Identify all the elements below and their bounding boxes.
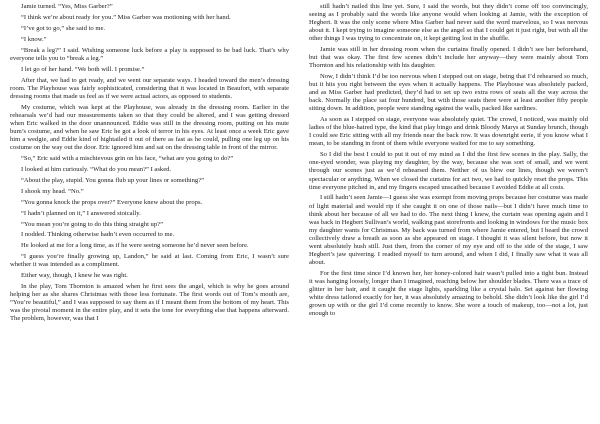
- paragraph: still hadn’t nailed this line yet. Sure, I said the words, but they didn’t come off too convincingly, seeing as I probably said the words like anyone would when looking at Jamie, with the exception of Hegbert. It was the only scene where Miss Garber had never said the word marvelous, so I was nervous about it. I kept trying to imagine someone else as the angel so that I could get it just right, but with all the other things I was trying to concentrate on, it kept getting lost in the shuffle.: [309, 3, 588, 43]
- paragraph: “You mean you’re going to do this thing straight up?”: [21, 220, 163, 228]
- paragraph: For the first time since I’d known her, her honey-colored hair wasn’t pulled into a tight bun. Instead it was hanging loosely, longer than I imagined, reaching below her shoulder blades. There was a trace of glitter in her hair, and it caught the stage lights, sparkling like a crystal halo. Set against her flowing white dress tailored exactly for her, it was absolutely amazing to behold. She didn’t look like the girl I’d grown up with or the girl I’d come recently to know. She wore a touch of makeup, too—not a lot, just enough to: [309, 269, 588, 318]
- paragraph: I looked at him curiously. “What do you mean?” I asked.: [21, 165, 172, 173]
- paragraph: In the play, Tom Thornton is amazed when he first sees the angel, which is why he goes around helping her as she shares Christmas with those less fortunate. The first words out of Tom’s mouth are, “You’re beautiful,” and I was supposed to say them as if I meant them from the bottom of my heart. This was the pivotal moment in the entire play, and it sets the tone for everything else that happens afterward. The problem, however, was that I: [10, 283, 289, 323]
- paragraph: I let go of her hand. “We both will. I promise.”: [21, 65, 145, 73]
- paragraph: I still hadn’t seen Jamie—I guess she was exempt from moving props because her costume was made of light material and would rip if she caught it on one of those nails—but I didn’t have much time to think about her because of all we had to do. The next thing I knew, the curtain was opening again and I was back in Hegbert Sullivan’s world, walking past storefronts and looking in windows for the music box my daughter wants for Christmas. My back was turned from where Jamie entered, but I heard the crowd collectively draw a breath as soon as she appeared on stage. I thought it was silent before, but now it went absolutely hush still. Just then, from the corner of my eye and off to the side of the stage, I saw Hegbert’s jaw quivering. I readied myself to turn around, and when I did, I finally saw what it was all about.: [309, 194, 588, 266]
- paragraph: “So,” Eric said with a mischievous grin on his face, “what are you going to do?”: [21, 154, 234, 162]
- paragraph: As soon as I stepped on stage, everyone was absolutely quiet. The crowd, I noticed, was mainly old ladies of the blue-haired type, the kind that play bingo and drink Bloody Marys at Sunday brunch, though I could see Eric sitting with all my friends near the back row. It was downright eerie, if you know what I mean, to be standing in front of them while everyone waited for me to say something.: [309, 116, 588, 148]
- paragraph: “I guess you’re finally growing up, Landon,” he said at last. Coming from Eric, I wasn’t sure whether it was intended as a compliment.: [10, 253, 289, 269]
- paragraph: After that, we had to get ready, and we went our separate ways. I headed toward the men’s dressing room. The Playhouse was fairly sophisticated, considering that it was located in Beaufort, with separate dressing rooms that made us feel as if we were actual actors, as opposed to students.: [10, 76, 289, 100]
- paragraph: Jamie turned. “Yes, Miss Garber?”: [21, 3, 113, 10]
- paragraph: “I hadn’t planned on it,” I answered stoically.: [21, 209, 141, 217]
- left-text-column: [10, 3, 289, 424]
- paragraph: I shook my head. “No.”: [21, 187, 84, 195]
- paragraph: My costume, which was kept at the Playhouse, was already in the dressing room. Earlier in the rehearsals we’d had our measurements taken so that they could be altered, and I was getting dressed when Eric walked in the door unannounced. Eddie was still in the dressing room, putting on his mute bum’s costume, and when he saw Eric he got a look of terror in his eyes. At least once a week Eric gave him a wedgie, and Eddie kind of hightailed it out of there as fast as he could, pulling one leg up on his costume on the way out the door. Eric ignored him and sat on the dressing table in front of the mirror.: [10, 103, 289, 151]
- paragraph: “Break a leg?” I said. Wishing someone luck before a play is supposed to be bad luck. That’s why everyone tells you to “break a leg.”: [10, 46, 289, 62]
- paragraph: “I know.”: [21, 35, 47, 43]
- paragraph: “About the play, stupid. You gonna flub up your lines or something?”: [21, 176, 205, 184]
- paragraph: Now, I didn’t think I’d be too nervous when I stepped out on stage, being that I’d rehearsed so much, but it hits you right between the eyes when it actually happens. The Playhouse was absolutely packed, and as Miss Garber had predicted, they’d had to set up two extra rows of seats all the way across the back. Normally the place sat four hundred, but with those seats there were at least another fifty people sitting down. In addition, people were standing against the walls, packed like sardines.: [309, 73, 588, 113]
- right-text-column: [309, 3, 588, 424]
- paragraph: I nodded. Thinking otherwise hadn’t even occurred to me.: [21, 231, 175, 239]
- paragraph: Either way, though, I knew he was right.: [21, 272, 128, 280]
- paragraph: So I did the best I could to put it out of my mind as I did the first few scenes in the play. Sally, the one-eyed wonder, was playing my daughter, by the way, because she was sort of small, and we went through our scenes just as we’d rehearsed them. Neither of us blew our lines, though we weren’t spectacular or anything. When we closed the curtains for act two, we had to quickly reset the props. This time everyone pitched in, and my fingers escaped unscathed because I avoided Eddie at all costs.: [309, 151, 588, 191]
- paragraph: “I’ve got to go,” she said to me.: [21, 24, 106, 32]
- paragraph: “You gonna knock the props over?” Everyone knew about the props.: [21, 198, 203, 206]
- paragraph: He looked at me for a long time, as if he were seeing someone he’d never seen before.: [21, 242, 249, 250]
- paragraph: “I think we’re about ready for you.” Miss Garber was motioning with her hand.: [21, 13, 231, 21]
- paragraph: Jamie was still in her dressing room when the curtains finally opened. I didn’t see her beforehand, but that was okay. The first few scenes didn’t include her anyway—they were mainly about Tom Thornton and his relationship with his daughter.: [309, 46, 588, 70]
